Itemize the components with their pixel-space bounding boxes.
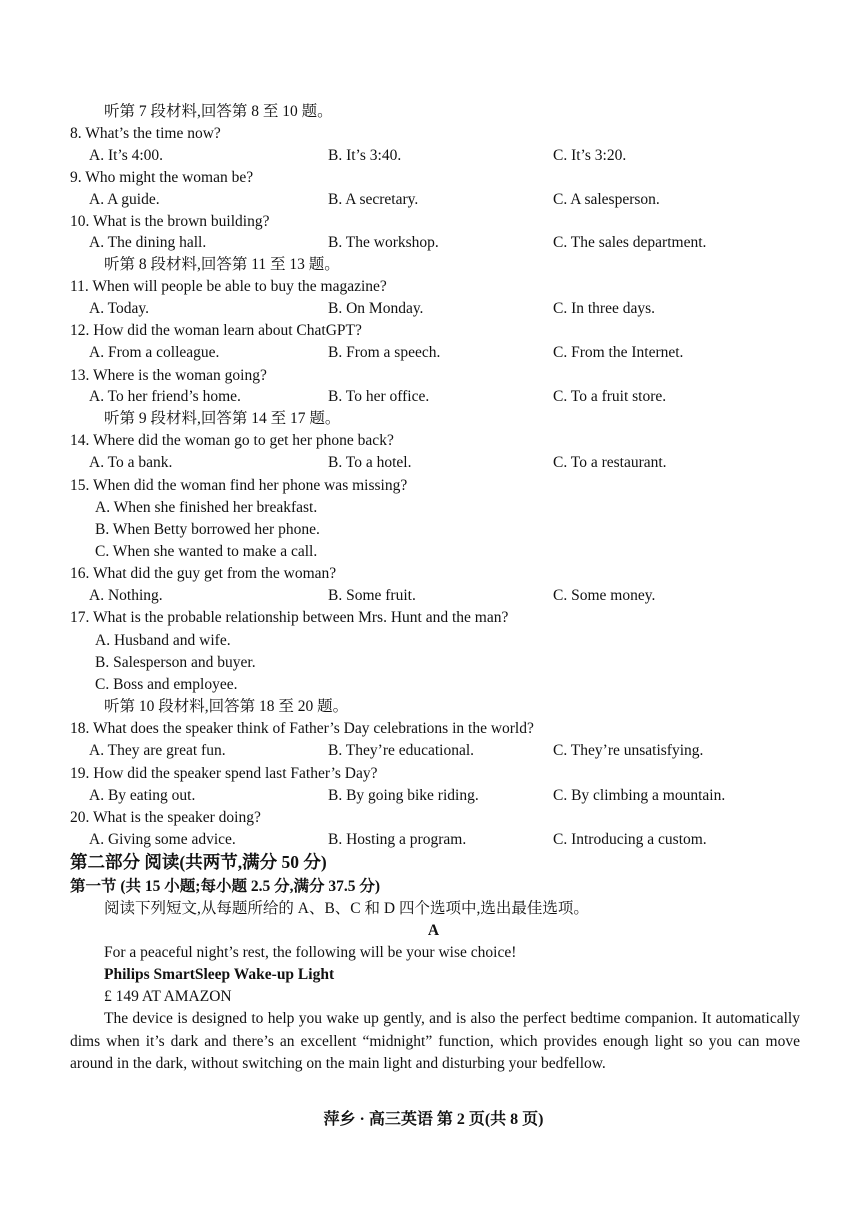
option-c: C. By climbing a mountain. bbox=[553, 787, 726, 804]
question-13-options bbox=[70, 387, 827, 407]
question-19: 19. How did the speaker spend last Father’s Day? bbox=[70, 765, 378, 782]
product-price: £ 149 AT AMAZON bbox=[104, 988, 232, 1005]
question-14: 14. Where did the woman go to get her phone back? bbox=[70, 432, 394, 449]
reading-instruction: 阅读下列短文,从每题所给的 A、B、C 和 D 四个选项中,选出最佳选项。 bbox=[104, 900, 589, 917]
section-7-instruction: 听第 7 段材料,回答第 8 至 10 题。 bbox=[104, 103, 333, 120]
question-12: 12. How did the woman learn about ChatGPT? bbox=[70, 322, 362, 339]
question-9: 9. Who might the woman be? bbox=[70, 169, 254, 186]
section-10-instruction: 听第 10 段材料,回答第 18 至 20 题。 bbox=[104, 698, 349, 715]
question-9-options bbox=[70, 190, 827, 210]
option-b: B. The workshop. bbox=[328, 234, 439, 251]
option-a: A. Nothing. bbox=[89, 587, 163, 604]
section-one-heading: 第一节 (共 15 小题;每小题 2.5 分,满分 37.5 分) bbox=[70, 878, 380, 895]
question-18: 18. What does the speaker think of Father’s Day celebrations in the world? bbox=[70, 720, 534, 737]
question-17: 17. What is the probable relationship between Mrs. Hunt and the man? bbox=[70, 609, 509, 626]
page-footer: 萍乡 · 高三英语 第 2 页(共 8 页) bbox=[323, 1111, 544, 1128]
question-20: 20. What is the speaker doing? bbox=[70, 809, 261, 826]
product-name: Philips SmartSleep Wake-up Light bbox=[104, 966, 335, 983]
question-15-option-c: C. When she wanted to make a call. bbox=[95, 543, 318, 560]
passage-letter: A bbox=[427, 922, 440, 939]
question-11-options bbox=[70, 299, 827, 319]
option-b: B. It’s 3:40. bbox=[328, 147, 402, 164]
option-a: A. Today. bbox=[89, 300, 150, 317]
option-a: A. From a colleague. bbox=[89, 344, 220, 361]
option-a: A. The dining hall. bbox=[89, 234, 207, 251]
option-a: A. By eating out. bbox=[89, 787, 196, 804]
option-a: A. They are great fun. bbox=[89, 742, 226, 759]
option-b: B. On Monday. bbox=[328, 300, 424, 317]
question-15-option-a: A. When she finished her breakfast. bbox=[95, 499, 318, 516]
option-c: C. To a fruit store. bbox=[553, 388, 667, 405]
part-two-heading: 第二部分 阅读(共两节,满分 50 分) bbox=[70, 852, 327, 872]
option-b: B. They’re educational. bbox=[328, 742, 475, 759]
question-15-option-b: B. When Betty borrowed her phone. bbox=[95, 521, 320, 538]
question-17-option-b: B. Salesperson and buyer. bbox=[95, 654, 256, 671]
question-15: 15. When did the woman find her phone was missing? bbox=[70, 477, 408, 494]
option-b: B. A secretary. bbox=[328, 191, 419, 208]
question-17-option-a: A. Husband and wife. bbox=[95, 632, 231, 649]
option-a: A. A guide. bbox=[89, 191, 160, 208]
option-a: A. Giving some advice. bbox=[89, 831, 236, 848]
option-b: B. To a hotel. bbox=[328, 454, 412, 471]
option-c: C. Some money. bbox=[553, 587, 656, 604]
question-10: 10. What is the brown building? bbox=[70, 213, 270, 230]
section-9-instruction: 听第 9 段材料,回答第 14 至 17 题。 bbox=[104, 410, 341, 427]
option-c: C. They’re unsatisfying. bbox=[553, 742, 704, 759]
question-16: 16. What did the guy get from the woman? bbox=[70, 565, 337, 582]
option-c: C. The sales department. bbox=[553, 234, 707, 251]
option-c: C. In three days. bbox=[553, 300, 656, 317]
passage-paragraph: The device is designed to help you wake up gently, and is also the perfect bedtime companion. It automatically dims when it’s dark and there’s an excellent “midnight” function, which provides enough light so you can move around in the dark, without switching on the main light and disturbing your bedfellow. bbox=[70, 1010, 800, 1072]
question-17-option-c: C. Boss and employee. bbox=[95, 676, 238, 693]
question-10-options bbox=[70, 233, 827, 253]
option-b: B. Some fruit. bbox=[328, 587, 416, 604]
question-13: 13. Where is the woman going? bbox=[70, 367, 267, 384]
question-19-options bbox=[70, 786, 827, 806]
option-b: B. Hosting a program. bbox=[328, 831, 467, 848]
option-b: B. By going bike riding. bbox=[328, 787, 479, 804]
question-8-options bbox=[70, 146, 827, 166]
option-c: C. A salesperson. bbox=[553, 191, 660, 208]
option-c: C. From the Internet. bbox=[553, 344, 684, 361]
option-b: B. To her office. bbox=[328, 388, 430, 405]
question-12-options bbox=[70, 343, 827, 363]
option-c: C. Introducing a custom. bbox=[553, 831, 707, 848]
question-20-options bbox=[70, 830, 827, 850]
option-a: A. It’s 4:00. bbox=[89, 147, 164, 164]
option-c: C. It’s 3:20. bbox=[553, 147, 627, 164]
question-11: 11. When will people be able to buy the magazine? bbox=[70, 278, 387, 295]
option-a: A. To her friend’s home. bbox=[89, 388, 241, 405]
question-8: 8. What’s the time now? bbox=[70, 125, 221, 142]
option-c: C. To a restaurant. bbox=[553, 454, 667, 471]
passage-lead: For a peaceful night’s rest, the following will be your wise choice! bbox=[104, 944, 517, 961]
question-14-options bbox=[70, 453, 827, 473]
option-b: B. From a speech. bbox=[328, 344, 441, 361]
section-8-instruction: 听第 8 段材料,回答第 11 至 13 题。 bbox=[104, 256, 340, 273]
option-a: A. To a bank. bbox=[89, 454, 173, 471]
question-16-options bbox=[70, 586, 827, 606]
question-18-options bbox=[70, 741, 827, 761]
